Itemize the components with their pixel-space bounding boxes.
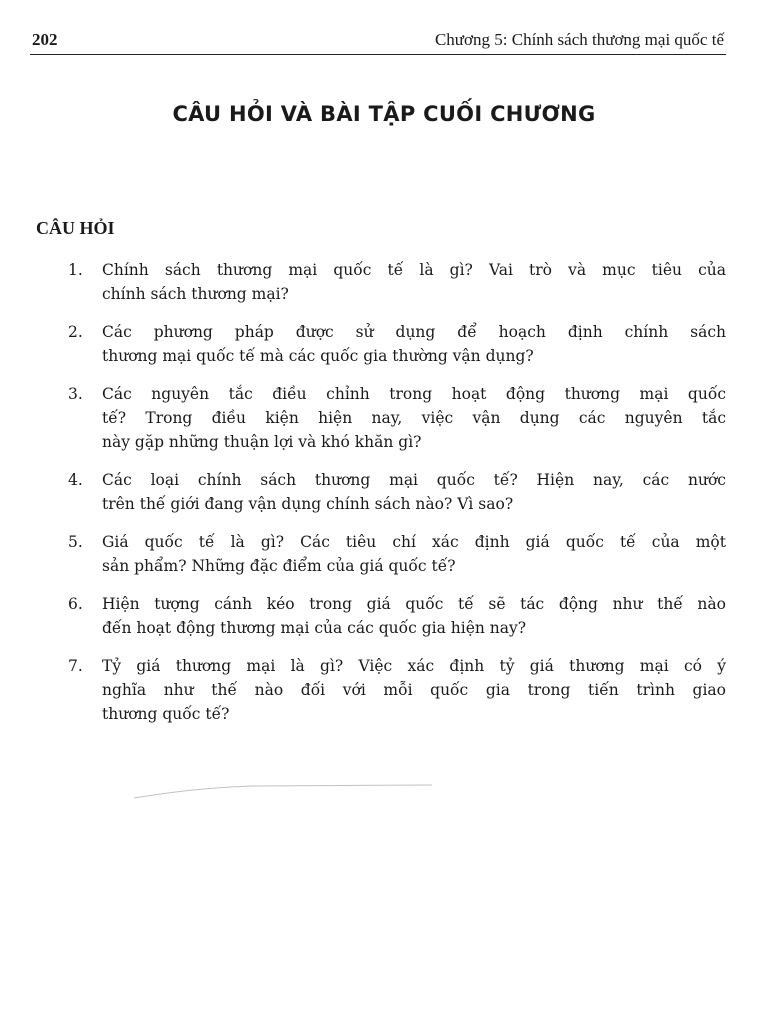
question-text-line: sản phẩm? Những đặc điểm của giá quốc tế? [102, 557, 456, 575]
question-text-line: Chính sách thương mại quốc tế là gì? Vai trò và mục tiêu của [102, 261, 726, 279]
question-text-line: Các phương pháp được sử dụng để hoạch định chính sách [102, 323, 726, 341]
question-text-line: chính sách thương mại? [102, 285, 289, 303]
scan-artifact [132, 782, 432, 802]
question-text-line: Các nguyên tắc điều chỉnh trong hoạt động thương mại quốc [102, 385, 726, 403]
question-text-line: Tỷ giá thương mại là gì? Việc xác định tỷ giá thương mại có ý [102, 657, 726, 675]
page-number: 202 [32, 30, 58, 49]
question-text [102, 468, 726, 516]
question-text-line: Giá quốc tế là gì? Các tiêu chí xác định giá quốc tế của một [102, 533, 726, 551]
question-text-line: trên thế giới đang vận dụng chính sách nào? Vì sao? [102, 495, 514, 513]
question-number: 5. [68, 533, 83, 551]
running-header [30, 26, 726, 55]
question-item [68, 320, 726, 368]
question-text [102, 382, 726, 454]
question-number: 3. [68, 385, 83, 403]
question-text [102, 320, 726, 368]
question-item [68, 530, 726, 578]
question-item [68, 468, 726, 516]
question-number: 7. [68, 657, 83, 675]
chapter-title: Chương 5: Chính sách thương mại quốc tế [434, 30, 724, 49]
question-text-line: Các loại chính sách thương mại quốc tế? Hiện nay, các nước [102, 471, 726, 489]
question-text-line: thương mại quốc tế mà các quốc gia thường vận dụng? [102, 347, 534, 365]
question-text [102, 258, 726, 306]
question-item [68, 258, 726, 306]
question-item [68, 382, 726, 454]
section-heading: CÂU HỎI VÀ BÀI TẬP CUỐI CHƯƠNG [172, 102, 596, 126]
question-number: 6. [68, 595, 83, 613]
questions-list [68, 258, 726, 740]
question-number: 4. [68, 471, 83, 489]
question-text [102, 592, 726, 640]
question-text-line: nghĩa như thế nào đối với mỗi quốc gia trong tiến trình giao [102, 681, 726, 699]
question-text-line: tế? Trong điều kiện hiện nay, việc vận dụng các nguyên tắc [102, 409, 726, 427]
question-text-line: thương quốc tế? [102, 705, 230, 723]
question-number: 1. [68, 261, 83, 279]
question-text-line: này gặp những thuận lợi và khó khăn gì? [102, 433, 422, 451]
question-text [102, 530, 726, 578]
question-item [68, 592, 726, 640]
question-text [102, 654, 726, 726]
question-item [68, 654, 726, 726]
question-text-line: Hiện tượng cánh kéo trong giá quốc tế sẽ tác động như thế nào [102, 595, 726, 613]
question-text-line: đến hoạt động thương mại của các quốc gia hiện nay? [102, 619, 527, 637]
question-number: 2. [68, 323, 83, 341]
questions-subheading: CÂU HỎI [36, 218, 115, 238]
